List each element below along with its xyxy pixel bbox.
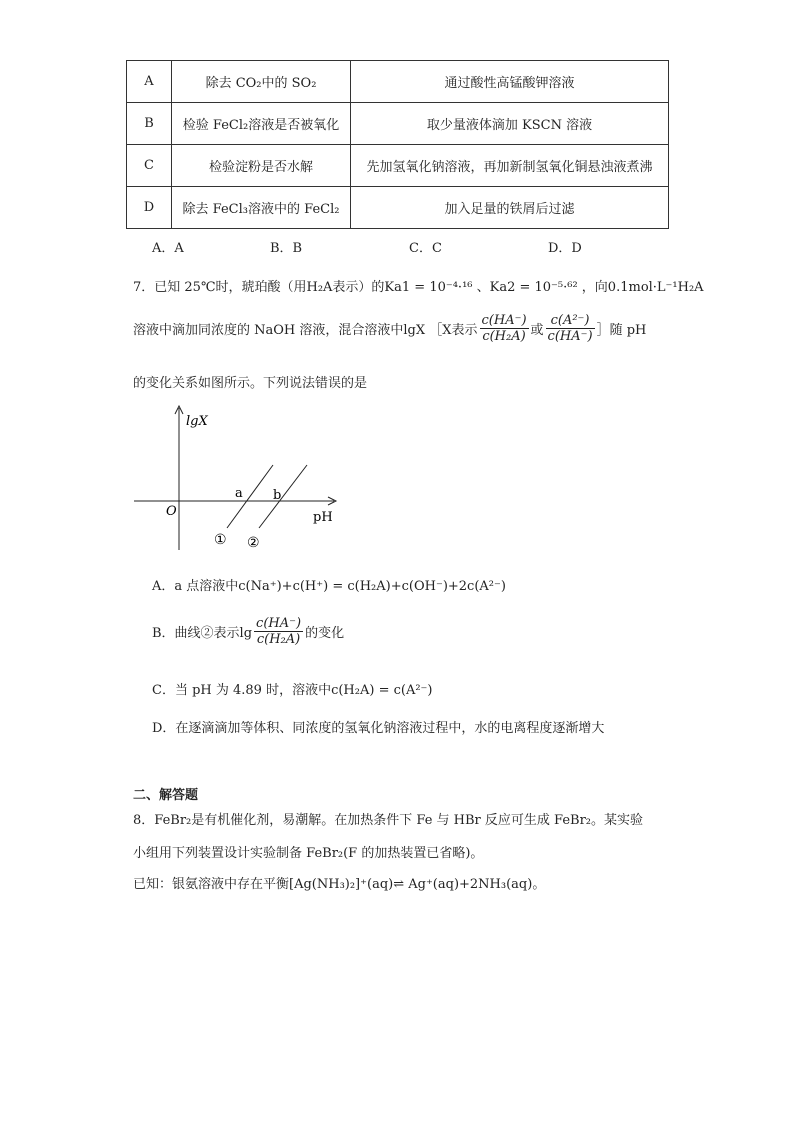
- row-purpose: 除去 CO₂中的 SO₂: [172, 61, 351, 103]
- q7-option-a[interactable]: A．a 点溶液中c(Na⁺)+c(H⁺) = c(H₂A)+c(OH⁻)+2c(A²⁻): [152, 579, 506, 594]
- table-row: [127, 103, 669, 145]
- q7-option-c[interactable]: C．当 pH 为 4.89 时，溶液中c(H₂A) = c(A²⁻): [152, 683, 433, 698]
- fraction-numerator: c(HA⁻): [481, 313, 527, 328]
- row-purpose: 检验淀粉是否水解: [172, 145, 351, 187]
- row-letter: C: [127, 145, 172, 187]
- choice-a[interactable]: A．A: [152, 241, 184, 256]
- row-method: 取少量液体滴加 KSCN 溶液: [351, 103, 669, 145]
- x-axis-label: pH: [313, 510, 333, 525]
- options-table: [126, 60, 669, 229]
- row-letter: D: [127, 187, 172, 229]
- row-purpose: 除去 FeCl₃溶液中的 FeCl₂: [172, 187, 351, 229]
- fraction-a-ha: [546, 313, 595, 344]
- choice-b[interactable]: B．B: [270, 241, 303, 256]
- point-a-label: a: [235, 486, 243, 501]
- row-letter: B: [127, 103, 172, 145]
- row-method: 先加氢氧化钠溶液，再加新制氢氧化铜悬浊液煮沸: [351, 145, 669, 187]
- or-text: 或: [530, 323, 544, 338]
- choice-c[interactable]: C．C: [409, 241, 442, 256]
- q8-line2: 小组用下列装置设计实验制备 FeBr₂(F 的加热装置已省略)。: [133, 846, 484, 861]
- q8-line1: 8．FeBr₂是有机催化剂，易潮解。在加热条件下 Fe 与 HBr 反应可生成 FeBr₂。某实验: [133, 813, 644, 828]
- q7-option-d[interactable]: D．在逐滴滴加等体积、同浓度的氢氧化钠溶液过程中，水的电离程度逐渐增大: [152, 721, 605, 736]
- fraction-numerator: c(A²⁻): [546, 313, 595, 329]
- table-row: [127, 187, 669, 229]
- row-purpose: 检验 FeCl₂溶液是否被氧化: [172, 103, 351, 145]
- row-letter: A: [127, 61, 172, 103]
- curve-2-label: ②: [247, 535, 260, 551]
- q7-line1: 7．已知 25℃时，琥珀酸（用H₂A表示）的Ka1 = 10⁻⁴·¹⁶ 、Ka2 = 10⁻⁵·⁶² ，向0.1mol·L⁻¹H₂A: [133, 280, 704, 295]
- curve-1-label: ①: [214, 532, 227, 548]
- fraction-denominator: c(H₂A): [482, 329, 526, 344]
- q7-line2: [133, 313, 646, 344]
- lgx-ph-graph: [130, 400, 350, 560]
- row-method: 加入足量的铁屑后过滤: [351, 187, 669, 229]
- choice-d[interactable]: D．D: [548, 241, 582, 256]
- row-method: 通过酸性高锰酸钾溶液: [351, 61, 669, 103]
- fraction-ha-h2a: [254, 616, 303, 647]
- section-heading: 二、解答题: [133, 788, 199, 803]
- y-axis-label: lgX: [186, 414, 208, 429]
- q7-line2-tail: ］随 pH: [596, 323, 647, 338]
- table-row: [127, 145, 669, 187]
- option-b-text: B．曲线②表示lg: [152, 626, 253, 641]
- fraction-denominator: c(H₂A): [256, 632, 301, 647]
- option-b-tail: 的变化: [305, 626, 345, 641]
- q7-line3: 的变化关系如图所示。下列说法错误的是: [133, 376, 368, 391]
- point-b-label: b: [273, 488, 282, 503]
- fraction-numerator: c(HA⁻): [256, 616, 302, 631]
- q7-option-b[interactable]: [152, 616, 344, 647]
- fraction-ha-h2a: [480, 313, 529, 344]
- table-row: [127, 61, 669, 103]
- origin-label: O: [166, 504, 177, 519]
- q7-line2-text: 溶液中滴加同浓度的 NaOH 溶液，混合溶液中lgX ［X表示: [133, 323, 478, 338]
- q8-line3: 已知：银氨溶液中存在平衡[Ag(NH₃)₂]⁺(aq)⇌ Ag⁺(aq)+2NH₃(aq)。: [133, 877, 546, 892]
- fraction-denominator: c(HA⁻): [547, 329, 593, 344]
